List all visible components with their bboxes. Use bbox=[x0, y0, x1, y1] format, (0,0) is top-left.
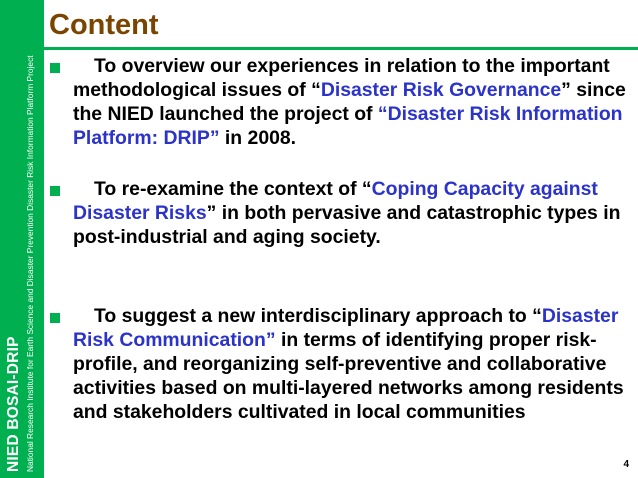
brand-title: NIED BOSAI-DRIP bbox=[5, 336, 22, 472]
square-bullet-icon bbox=[50, 63, 60, 73]
square-bullet-icon bbox=[50, 313, 60, 323]
page-number: 4 bbox=[623, 459, 629, 470]
bullet-text: To re-examine the context of “Coping Capacity against Disaster Risks” in both pervasive and catastrophic types in post-industrial and aging society. bbox=[73, 178, 621, 248]
brand-caption: National Research Institute for Earth Science and Disaster Prevention Disaster Risk Information Platform Project bbox=[25, 55, 35, 472]
square-bullet-icon bbox=[50, 186, 60, 196]
bullet-text: To suggest a new interdisciplinary approach to “Disaster Risk Communication” in terms of identifying proper risk-profile, and reorganizing self-preventive and collaborative activities based on multi-layered networks among residents and stakeholders cultivated in local communities bbox=[73, 305, 624, 423]
bullet-text: To overview our experiences in relation to the important methodological issues of “Disaster Risk Governance” since the NIED launched the project of “Disaster Risk Information Platform: DRIP” in 2008. bbox=[73, 55, 626, 149]
slide-title: Content bbox=[49, 9, 159, 41]
